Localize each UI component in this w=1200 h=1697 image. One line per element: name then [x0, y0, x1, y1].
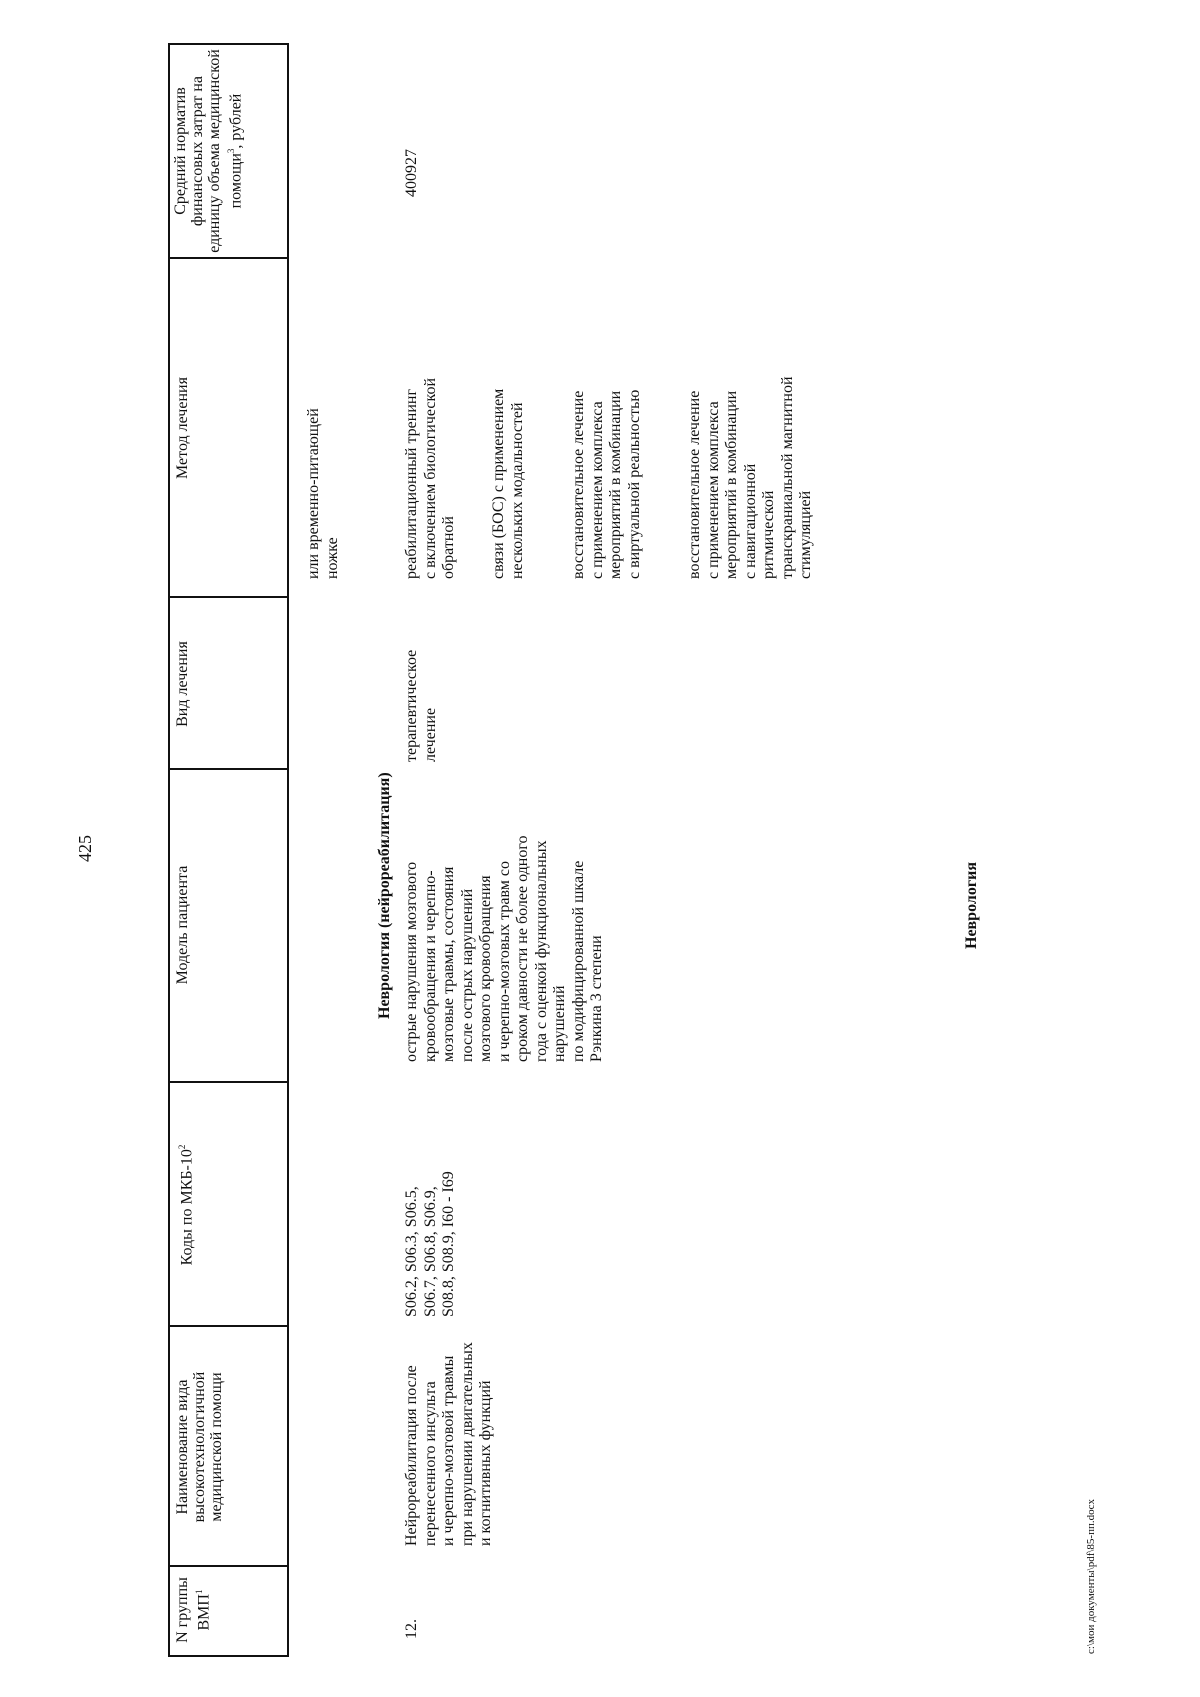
header-treatment-type: Вид лечения [174, 641, 191, 727]
treatment-method-item: восстановительное лечение с применением комплекса мероприятий в комбинации с навигационной ритмической транскраниальной магнитной стимуляцией [686, 376, 814, 579]
footer-file-path: c:\мои документы\pdf\85-пп.docx [1085, 1498, 1097, 1654]
header-treatment-method: Метод лечения [174, 377, 191, 479]
column-divider [168, 769, 289, 771]
section-title: Неврология (нейрореабилитация) [376, 772, 393, 1019]
header-patient-model: Модель пациента [174, 865, 191, 985]
treatment-method-item: связи (БОС) с применением нескольких модальностей [490, 388, 526, 579]
table-header [168, 43, 289, 1657]
next-section-title: Неврология [963, 862, 980, 949]
header-cost-norm: Средний норматив финансовых затрат на единицу объема медицинской помощи$^3$, рублей [172, 49, 245, 253]
row-patient-model: острые нарушения мозгового кровообращения и черепно- мозговые травмы, состояния после острых нарушений мозгового кровообращения и черепно-мозговых травм со сроком давности не более одного года с оценкой функциональных нарушений по модифицированной шкале Рэнкина 3 степени [403, 835, 605, 1062]
row-treatment-type: терапевтическое лечение [403, 649, 439, 762]
table-top-border [168, 43, 170, 1657]
column-divider [168, 1566, 289, 1568]
row-group-number: 12. [403, 1619, 420, 1639]
header-type-name: Наименование вида высокотехнологичной медицинской помощи [174, 1371, 225, 1523]
column-divider [168, 258, 289, 260]
row-type-name: Нейрореабилитация после перенесенного инсульта и черепно-мозговой травмы при нарушении двигательных и когнитивных функций [403, 1342, 494, 1546]
treatment-method-item: реабилитационный тренинг с включением биологической обратной [403, 377, 457, 579]
column-divider [168, 1326, 289, 1328]
header-group-number: N группы ВМП$^1$ [174, 1577, 213, 1643]
treatment-method-item: восстановительное лечение с применением комплекса мероприятий в комбинации с виртуальной реальностью [570, 389, 643, 579]
row-icd-codes: S06.2, S06.3, S06.5, S06.7, S06.8, S06.9, S08.8, S08.9, I60 - I69 [403, 1171, 457, 1317]
row-cost: 400927 [403, 149, 420, 197]
column-divider [168, 1082, 289, 1084]
column-divider [168, 44, 289, 46]
table-header-bottom-border [287, 43, 289, 1657]
header-icd-codes: Коды по МКБ-$10^2$ [177, 1144, 196, 1266]
column-divider [168, 1656, 289, 1658]
column-divider [168, 597, 289, 599]
method-continuation: или временно-питающей ножке [305, 408, 341, 579]
page-number: 425 [75, 835, 95, 862]
